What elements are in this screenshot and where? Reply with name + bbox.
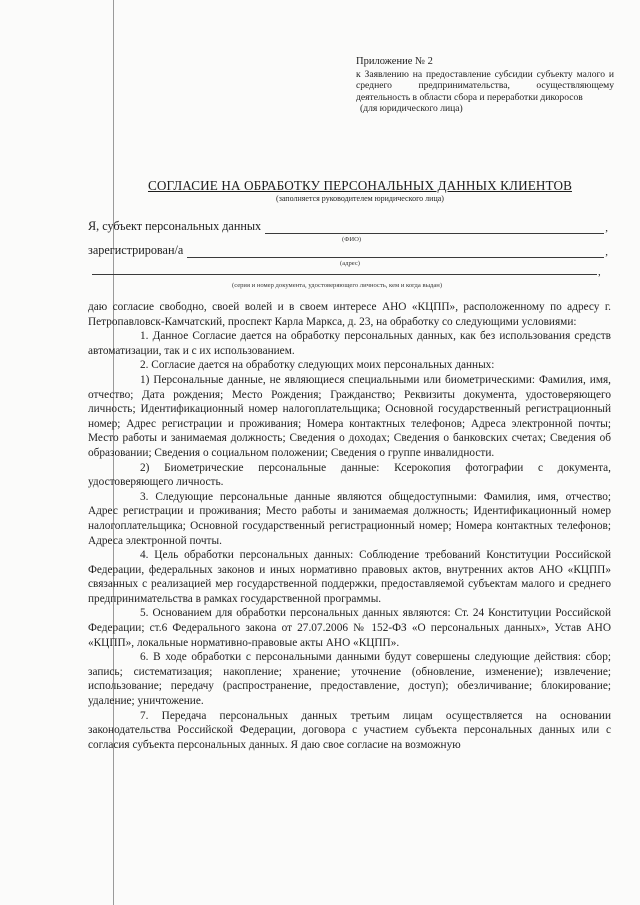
document-caption: (серия и номер документа, удостоверяющего личность, кем и когда выдан) <box>232 282 443 289</box>
paragraph-7: 7. Передача персональных данных третьим лицам осуществляется на основании законодательства Российской Федерации, договора с участием субъекта персональных данных или с согласия субъекта персональных данных. Я даю свое согласие на возможную <box>88 709 611 751</box>
paragraph-6: 6. В ходе обработки с персональными данными будут совершены следующие действия: сбор; запись; систематизация; накопление; хранение; уточнение (обновление, изменение); извлечение; использование; передачу (распространение, предоставление, доступ); обезличивание; блокирование; удаление; уничтожение. <box>88 651 611 708</box>
subject-fio-row <box>88 219 608 234</box>
paragraph-2-2: 2) Биометрические персональные данные: Ксерокопия фотографии с документа, удостоверяющего личность. <box>88 461 611 489</box>
paragraph-4: 4. Цель обработки персональных данных: Соблюдение требований Конституции Российской Федерации, федеральных законов и иных нормативно правовых актов, внутренних актов АНО «КЦПП» связанных с реализацией мер государственной поддержки, предоставляемой субъектам малого и среднего предпринимательства в рамках государственной программы. <box>88 549 611 605</box>
document-title: СОГЛАСИЕ НА ОБРАБОТКУ ПЕРСОНАЛЬНЫХ ДАННЫХ КЛИЕНТОВ <box>147 178 572 193</box>
address-input-line[interactable] <box>187 245 604 258</box>
paragraph-intro: даю согласие свободно, своей волей и в своем интересе АНО «КЦПП», расположенному по адресу г. Петропавловск-Камчатский, проспект Карла Маркса, д. 23, на обработку со следующими условиями: <box>88 301 611 328</box>
document-input-line[interactable] <box>92 274 597 275</box>
paragraph-5: 5. Основанием для обработки персональных данных являются: Ст. 24 Конституции Российской Федерации; ст.6 Федерального закона от 27.07.2006 № 152-ФЗ «О персональных данных», Устав АНО «КЦПП», локальные нормативно-правовые акты АНО «КЦПП». <box>88 607 611 649</box>
document-line-tail: , <box>598 266 601 278</box>
fio-input-line[interactable] <box>265 221 604 234</box>
fio-caption: (ФИО) <box>342 236 362 243</box>
appendix-note: (для юридического лица) <box>360 103 463 115</box>
registered-row <box>88 243 608 258</box>
subject-label: Я, субъект персональных данных <box>88 219 262 233</box>
consent-body <box>88 300 611 752</box>
paragraph-1: 1. Данное Согласие дается на обработку персональных данных, как без использования средств автоматизации, так и с их использованием. <box>88 330 611 357</box>
registered-label: зарегистрирован/а <box>88 243 184 257</box>
document-subtitle: (заполняется руководителем юридического лица) <box>276 194 444 203</box>
appendix-number: Приложение № 2 <box>356 56 433 67</box>
fio-line-tail: , <box>605 222 608 234</box>
appendix-header <box>356 56 614 115</box>
paragraph-2-1: 1) Персональные данные, не являющиеся специальными или биометрическими: Фамилия, имя, отчество; Дата рождения; Место Рождения; Гражданство; Реквизиты документа, удостоверяющего личность; Идентификационный номер налогоплательщика; Основной государственный регистрационный номер; Адрес регистрации и проживания; Номера контактных телефонов; Адреса электронной почты; Место работы и занимаемая должность; Сведения о доходах; Сведения о банковских счетах; Сведения об образовании; Сведения о социальном положении; Сведения о группе инвалидности. <box>88 373 611 459</box>
paragraph-3: 3. Следующие персональные данные являются общедоступными: Фамилия, имя, отчество; Адрес регистрации и проживания; Место работы и занимаемая должность; Идентификационный номер налогоплательщика; Основной государственный регистрационный номер; Номера контактных телефонов; Адреса электронной почты. <box>88 490 611 547</box>
paragraph-2: 2. Согласие дается на обработку следующих моих персональных данных: <box>140 359 495 372</box>
address-caption: (адрес) <box>340 260 360 267</box>
address-line-tail: , <box>605 246 608 258</box>
appendix-text: к Заявлению на предоставление субсидии субъекту малого и среднего предпринимательства, осуществляющему деятельность в области сбора и переработки дикоросов <box>356 68 614 103</box>
